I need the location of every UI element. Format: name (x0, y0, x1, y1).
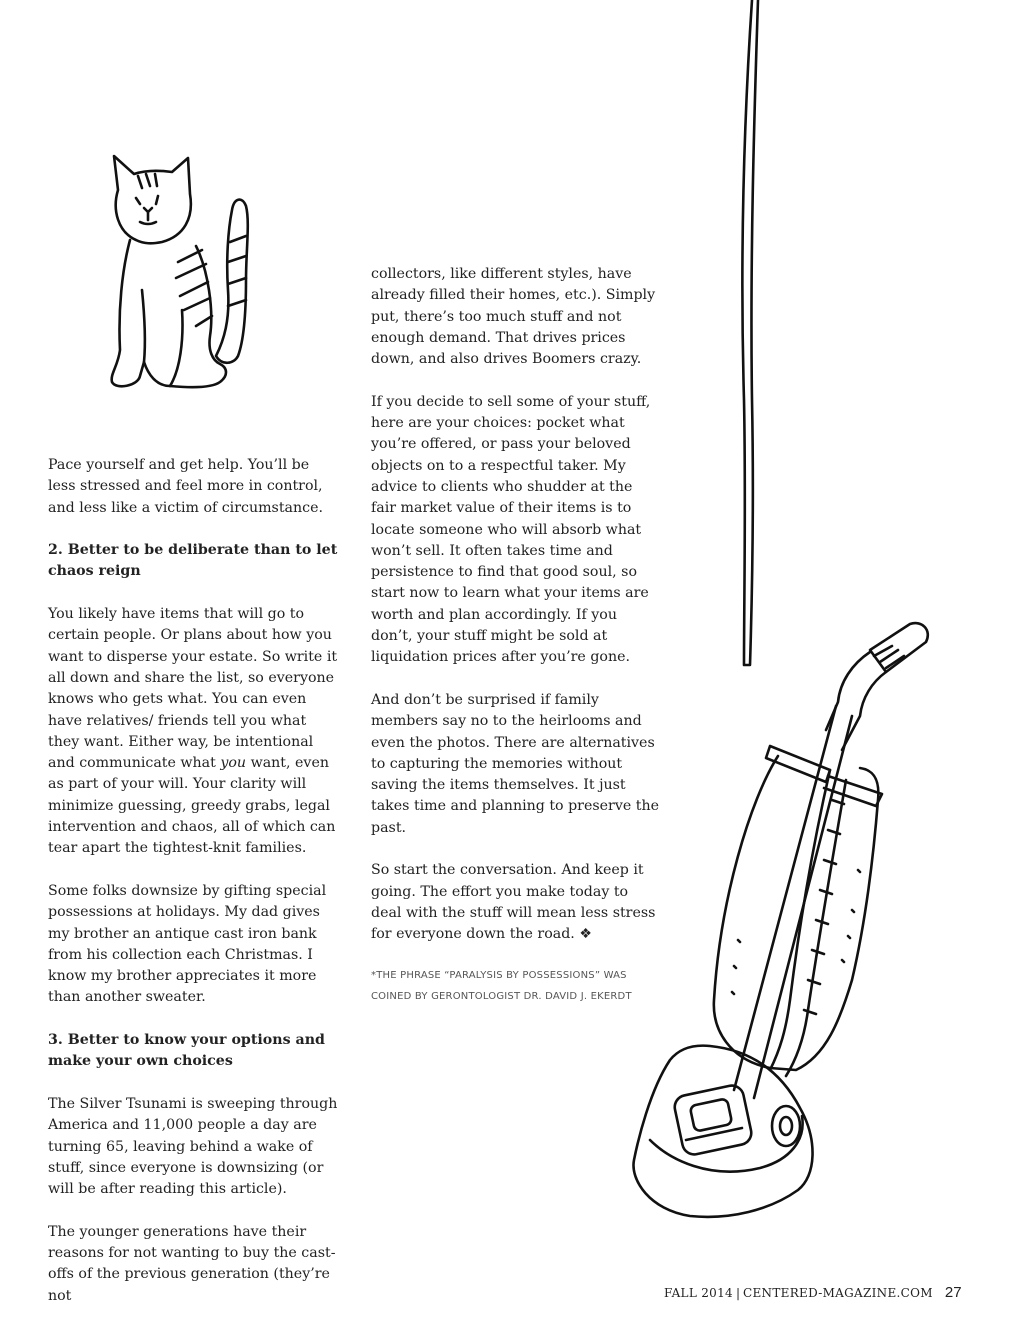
vacuum-cleaner-illustration (630, 620, 950, 1230)
page-number: 27 (944, 1284, 962, 1301)
paragraph: collectors, like different styles, have already filled their homes, etc.). Simply put, there’s too much stuff and not enough demand. That drives prices down, and also drives Boomers crazy. (371, 266, 656, 368)
paragraph: If you decide to sell some of your stuff, here are your choices: pocket what you’re offered, or pass your beloved objects on to a respectful taker. My advice to clients who shudder at the fair market value of their items is to locate someone who will absorb what won’t sell. It often takes time and persistence to find that good soul, so start now to learn what your items are worth and plan accordingly. If you don’t, your stuff might be sold at liquidation prices after you’re gone. (371, 393, 651, 666)
end-mark: ❖ (579, 926, 593, 943)
vacuum-handle (870, 623, 928, 672)
cat-body (112, 240, 226, 387)
paragraph: Pace yourself and get help. You’ll be less stressed and feel more in control, and less like a victim of circumstance. (48, 457, 323, 516)
article-column-left (48, 455, 340, 1328)
vacuum-cord (734, 0, 764, 670)
text-run: So start the conversation. And keep it going. The effort you make today to deal with the stuff will mean less stress for everyone down the road. (371, 862, 656, 943)
article-column-right (371, 264, 661, 1007)
cat-head (114, 156, 191, 243)
text-run: You likely have items that will go to certain people. Or plans about how you want to disperse your estate. So write it all down and share the list, so everyone knows who gets what. You can even have relatives/ friends tell you what they want. Either way, be intentional and communicate what (48, 606, 338, 772)
cat-tail (216, 200, 248, 363)
footer-separator: | (735, 1286, 740, 1300)
website-label: CENTERED-MAGAZINE.COM (743, 1286, 933, 1300)
vacuum-motor-cover (673, 1083, 754, 1156)
paragraph: And don’t be surprised if family members say no to the heirlooms and even the photos. There are alternatives to capturing the memories without saving the items themselves. It just takes time and planning to preserve the past. (371, 691, 659, 836)
page-footer (664, 1282, 962, 1301)
text-run: want, even as part of your will. Your clarity will minimize guessing, greedy grabs, legal intervention and chaos, all of which can tear apart the tightest-knit families. (48, 755, 336, 857)
cat-illustration (100, 150, 260, 400)
paragraph: Some folks downsize by gifting special possessions at holidays. My dad gives my brother an antique cast iron bank from his collection each Christmas. I know my brother appreciates it more than another sweater. (48, 882, 327, 1006)
emphasized-text: you (220, 755, 247, 772)
paragraph: The Silver Tsunami is sweeping through America and 11,000 people a day are turning 65, leaving behind a wake of stuff, since everyone is downsizing (or will be after reading this article). (48, 1095, 338, 1198)
footnote: *THE PHRASE “PARALYSIS BY POSSESSIONS” WAS COINED BY GERONTOLOGIST DR. DAVID J. EKERDT (371, 969, 632, 1002)
section-heading: 3. Better to know your options and make your own choices (48, 1032, 325, 1070)
paragraph: The younger generations have their reasons for not wanting to buy the cast-offs of the previous generation (they’re not (48, 1223, 336, 1304)
section-heading: 2. Better to be deliberate than to let chaos reign (48, 542, 338, 580)
issue-label: FALL 2014 (664, 1286, 733, 1300)
paragraph (371, 860, 661, 945)
paragraph (48, 604, 340, 860)
vacuum-wheel (772, 1106, 800, 1146)
